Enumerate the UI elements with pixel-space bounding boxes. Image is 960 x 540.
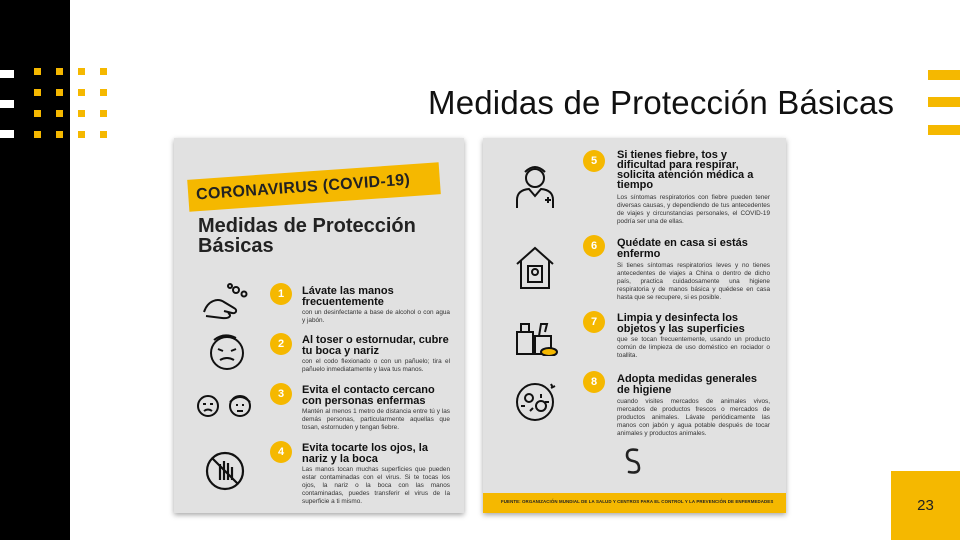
sick-people-icon <box>194 392 254 427</box>
step-number: 4 <box>270 441 292 463</box>
page-number-box <box>891 471 960 540</box>
step-title: Limpia y desinfecta los objetos y las superficies <box>617 312 745 335</box>
white-stripe <box>0 130 14 138</box>
poster-banner-text: CORONAVIRUS (COVID-19) <box>195 171 411 204</box>
step-description: Si tienes síntomas respiratorios leves y no tienes antecedentes de viajes a China o dentro de dicho país, practica cuidadosamente una higiene respiratoria y de manos básica y quédese en casa hasta que se recupere, si es posible. <box>617 262 770 301</box>
step-number: 5 <box>583 150 605 172</box>
page-number: 23 <box>917 497 934 514</box>
poster-footer <box>483 493 786 513</box>
doctor-icon <box>513 162 557 215</box>
cleaning-supplies-icon <box>513 310 559 361</box>
sneezing-face-icon <box>206 332 248 377</box>
step-number: 1 <box>270 283 292 305</box>
white-stripe <box>0 100 14 108</box>
step-title: Evita el contacto cercano con personas enfermas <box>302 384 435 407</box>
left-black-bar <box>0 0 70 540</box>
step-description: cuando visites mercados de animales vivos, mercados de productos frescos o mercados de productos animales. Lávate periódicamente las manos con jabón y agua potable después de tocar animales y productos animales. <box>617 398 770 437</box>
step-description: Las manos tocan muchas superficies que pueden estar contaminadas con el virus. Si te tocas los ojos, la nariz o la boca con las manos contaminadas, puedes transferir el virus de la superficie a ti mismo. <box>302 466 450 505</box>
stay-home-icon <box>513 244 557 295</box>
white-stripe <box>0 70 14 78</box>
poster-title: Medidas de Protección Básicas <box>198 215 416 257</box>
poster-right <box>483 138 786 513</box>
poster-footer-source: FUENTE: ORGANIZACIÓN MUNDIAL DE LA SALUD Y CENTROS PARA EL CONTROL Y LA PREVENCIÓN DE ENFERMEDADES <box>501 499 774 504</box>
step-number: 2 <box>270 333 292 355</box>
step-description: que se tocan frecuentemente, usando un producto común de limpieza de uso doméstico en rociador o toallita. <box>617 336 770 359</box>
hand-washing-icon <box>200 282 250 327</box>
step-title: Evita tocarte los ojos, la nariz y la boca <box>302 442 428 465</box>
step-description: con el codo flexionado o con un pañuelo; tira el pañuelo inmediatamente y lava tus manos. <box>302 358 450 373</box>
step-title: Adopta medidas generales de higiene <box>617 373 757 396</box>
step-description: Los síntomas respiratorios con fiebre pueden tener diversas causas, y dependiendo de tus antecedentes de viajes y circunstancias personales, el COVID-19 podría ser una de ellas. <box>617 194 770 225</box>
step-number: 8 <box>583 371 605 393</box>
step-number: 7 <box>583 311 605 333</box>
step-title: Quédate en casa si estás enfermo <box>617 237 748 260</box>
slide-title: Medidas de Protección Básicas <box>428 84 895 121</box>
step-title: Si tienes fiebre, tos y dificultad para respirar, solicita atención médica a tiempo <box>617 149 754 191</box>
virus-plate-icon <box>511 378 559 429</box>
step-description: Mantén al menos 1 metro de distancia entre tú y las demás personas, particularmente aquellas que tosan, estornuden y tengan fiebre. <box>302 408 450 431</box>
no-face-touch-icon <box>204 450 246 497</box>
step-title: Al toser o estornudar, cubre tu boca y nariz <box>302 334 449 357</box>
brand-logo-icon <box>621 446 645 481</box>
step-description: con un desinfectante a base de alcohol o con agua y jabón. <box>302 309 450 324</box>
poster-left <box>174 138 464 513</box>
step-title: Lávate las manos frecuentemente <box>302 285 394 308</box>
step-number: 3 <box>270 383 292 405</box>
step-number: 6 <box>583 235 605 257</box>
